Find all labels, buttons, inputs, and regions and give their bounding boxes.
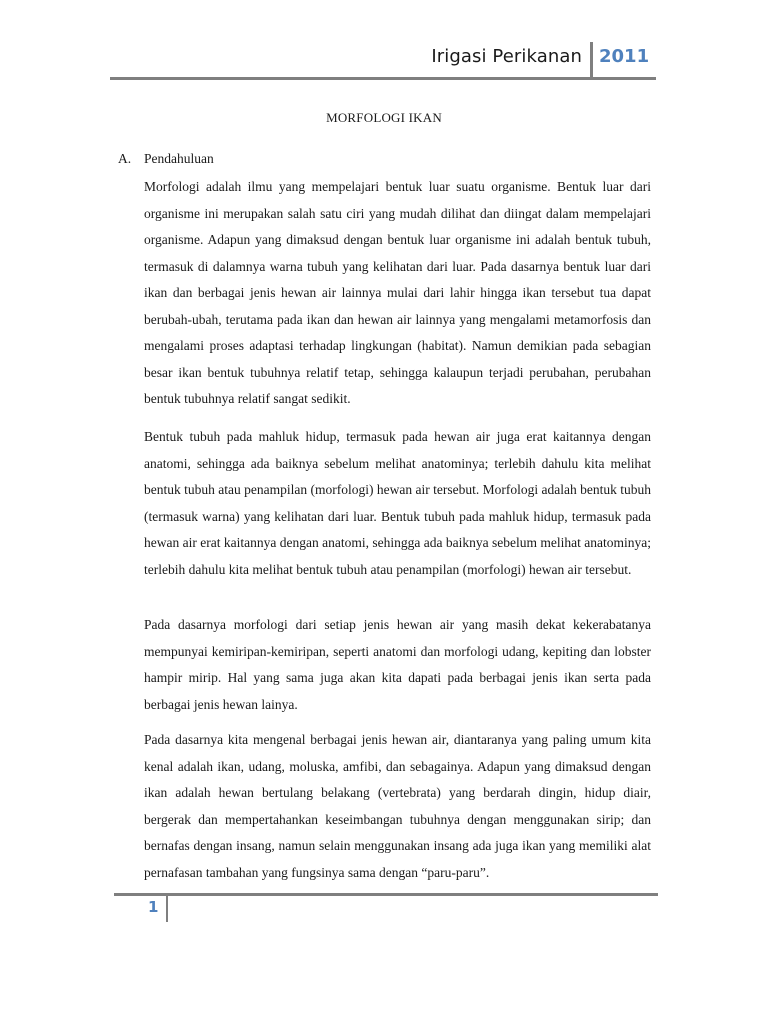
- section-marker: A.: [118, 151, 132, 166]
- document-title: MORFOLOGI IKAN: [326, 110, 442, 125]
- paragraph: Morfologi adalah ilmu yang mempelajari bentuk luar suatu organisme. Bentuk luar dari organisme ini merupakan salah satu ciri yang mudah dilihat dan diingat dalam mempelajari organisme. Adapun yang dimaksud dengan bentuk luar organisme ini adalah bentuk tubuh, termasuk di dalamnya warna tubuh yang kelihatan dari luar. Pada dasarnya bentuk luar dari ikan dan berbagai jenis hewan air lainnya mulai dari lahir hingga ikan tersebut tua dapat berubah-ubah, terutama pada ikan dan hewan air lainnya yang mengalami metamorfosis dan mengalami proses adaptasi terhadap lingkungan (habitat). Namun demikian pada sebagian besar ikan bentuk tubuhnya relatif tetap, sehingga kalaupun terjadi perubahan, perubahan bentuk tubuhnya relatif sangat sedikit.: [144, 179, 651, 406]
- header-title: Irigasi Perikanan: [431, 46, 582, 67]
- header-rule: [110, 77, 656, 80]
- footer-separator: [166, 896, 168, 922]
- footer-rule: [114, 893, 658, 896]
- paragraph: Pada dasarnya kita mengenal berbagai jenis hewan air, diantaranya yang paling umum kita kenal adalah ikan, udang, moluska, amfibi, dan sebagainya. Adapun yang dimaksud dengan ikan adalah hewan bertulang belakang (vertebrata) yang berdarah dingin, hidup diair, bergerak dan mempertahankan keseimbangan tubuhnya dengan menggunakan sirip; dan bernafas dengan insang, namun selain menggunakan insang ada juga ikan yang memiliki alat pernafasan tambahan yang fungsinya sama dengan “paru-paru”.: [144, 732, 651, 880]
- section-heading-text: Pendahuluan: [144, 151, 214, 166]
- paragraph: Bentuk tubuh pada mahluk hidup, termasuk pada hewan air juga erat kaitannya dengan anatomi, sehingga ada baiknya sebelum melihat anatominya; terlebih dahulu kita melihat bentuk tubuh atau penampilan (morfologi) hewan air tersebut. Morfologi adalah bentuk tubuh (termasuk warna) yang kelihatan dari luar. Bentuk tubuh pada mahluk hidup, termasuk pada hewan air erat kaitannya dengan anatomi, sehingga ada baiknya sebelum melihat anatominya; terlebih dahulu kita melihat bentuk tubuh atau penampilan (morfologi) hewan air tersebut.: [144, 429, 651, 577]
- header-year: 2011: [599, 46, 650, 67]
- paragraph: Pada dasarnya morfologi dari setiap jenis hewan air yang masih dekat kekerabatanya mempunyai kemiripan-kemiripan, seperti anatomi dan morfologi udang, kepiting dan lobster hampir mirip. Hal yang sama juga akan kita dapati pada berbagai jenis ikan serta pada berbagai jenis hewan lainya.: [144, 617, 651, 712]
- page-number: 1: [148, 898, 159, 916]
- section-heading: [118, 151, 214, 167]
- page-header: [110, 42, 656, 78]
- header-separator: [590, 42, 593, 78]
